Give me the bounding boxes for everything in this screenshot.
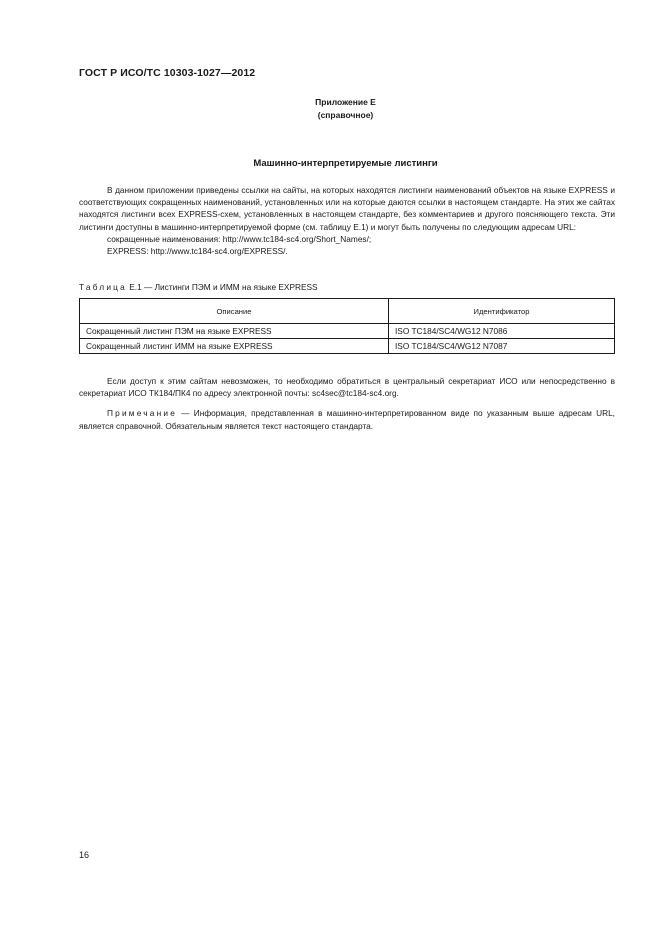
- standard-header: ГОСТ Р ИСО/ТС 10303-1027—2012: [79, 67, 256, 79]
- table-header-identifier: Идентификатор: [389, 299, 615, 324]
- note-text: — Информация, представленная в машинно-интерпретированном виде по указанным выше адресам URL, является справочной. Обязательным является текст настоящего стандарта.: [79, 408, 615, 431]
- table-caption: [79, 282, 318, 292]
- intro-text: [79, 184, 615, 257]
- closing-text: [79, 375, 615, 440]
- page-number: 16: [79, 850, 90, 860]
- table-row: [80, 324, 615, 339]
- table-cell-description: Сокращенный листинг ИММ на языке EXPRESS: [80, 339, 389, 354]
- access-paragraph: Если доступ к этим сайтам невозможен, то необходимо обратиться в центральный секретариат ИСО или непосредственно в секретариат ИСО ТК184/ПК4 по адресу электронной почты: sc4sec@tc184-sc4.org.: [79, 376, 615, 399]
- table-row: [80, 339, 615, 354]
- appendix-heading: [0, 96, 661, 121]
- note-label: Примечание: [107, 408, 178, 419]
- note-paragraph: [79, 407, 615, 431]
- listings-table: [79, 298, 615, 354]
- table-cell-description: Сокращенный листинг ПЭМ на языке EXPRESS: [80, 324, 389, 339]
- url-express: EXPRESS: http://www.tc184-sc4.org/EXPRESS/.: [107, 246, 288, 257]
- table-header-description: Описание: [80, 299, 389, 324]
- section-title: Машинно-интерпретируемые листинги: [253, 158, 438, 169]
- url-short-names: сокращенные наименования: http://www.tc184-sc4.org/Short_Names/;: [107, 233, 372, 244]
- table-cell-identifier: ISO TC184/SC4/WG12 N7086: [389, 324, 615, 339]
- table-header-row: [80, 299, 615, 324]
- appendix-subtitle: (справочное): [317, 109, 374, 120]
- appendix-title: Приложение Е: [315, 97, 376, 107]
- table-caption-text: Е.1 — Листинги ПЭМ и ИММ на языке EXPRESS: [126, 282, 318, 292]
- intro-paragraph: В данном приложении приведены ссылки на сайты, на которых находятся листинги наименований объектов на языке EXPRESS и соответствующих сокращенных наименований, установленных или на которые даются ссылки в настоящем стандарте. На этих же сайтах находятся листинги всех EXPRESS-схем, установленных в настоящем стандарте, без комментариев и другого поясняющего текста. Эти листинги доступны в машинно-интерпретируемой форме (см. таблицу Е.1) и могут быть получены по следующим адресам URL:: [79, 185, 615, 232]
- table-cell-identifier: ISO TC184/SC4/WG12 N7087: [389, 339, 615, 354]
- table-caption-label: Таблица: [79, 282, 127, 292]
